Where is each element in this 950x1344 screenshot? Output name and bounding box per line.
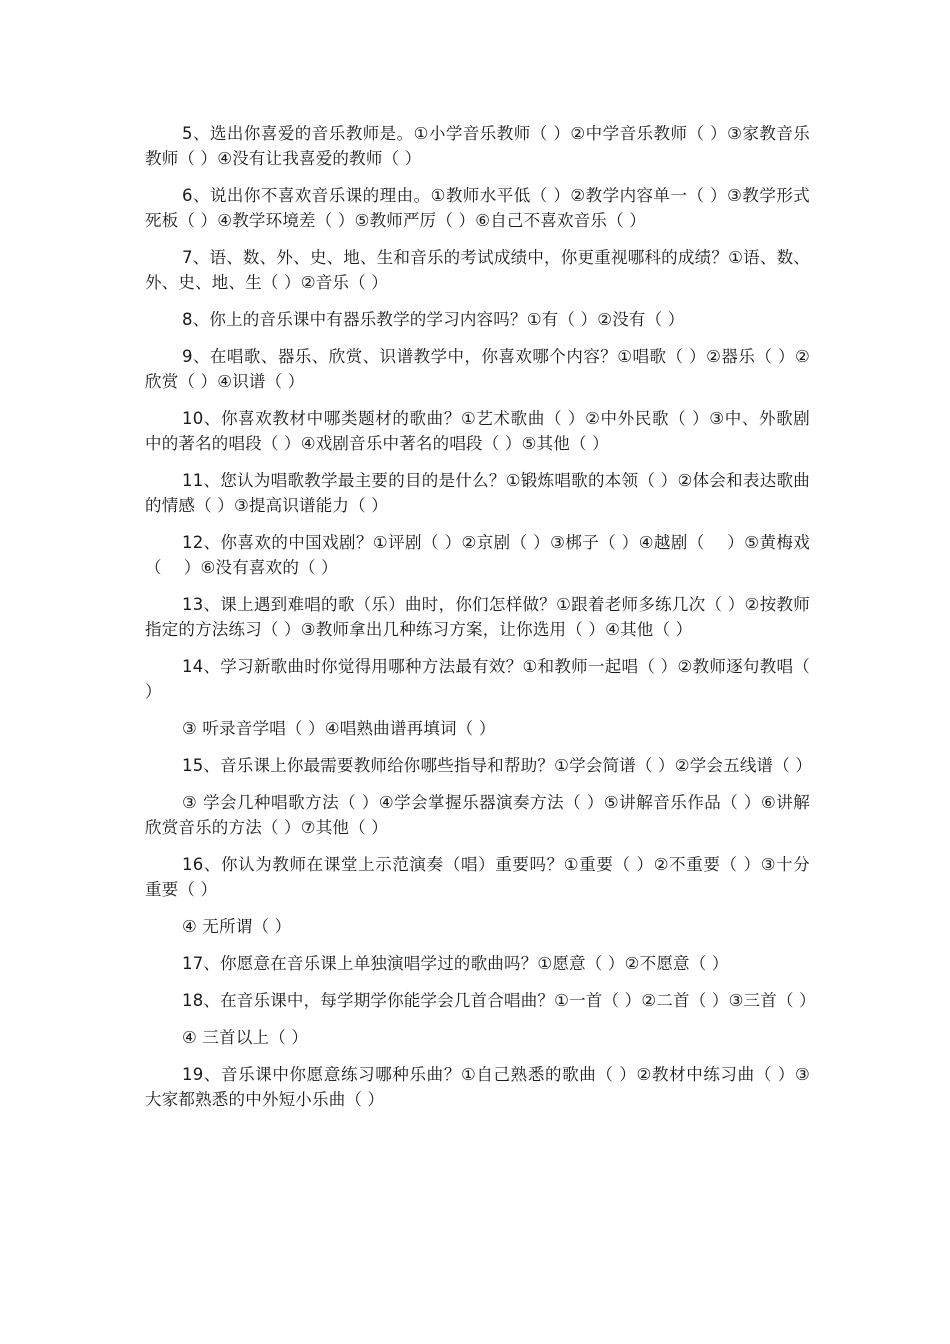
question-16-continued: ④ 无所谓（ ） (182, 917, 292, 936)
question-7: 7、语、数、外、史、地、生和音乐的考试成绩中，你更重视哪科的成绩？①语、数、外、史、地、生（ ）②音乐（ ） (145, 248, 810, 292)
question-17: 17、你愿意在音乐课上单独演唱学过的歌曲吗？①愿意（ ）②不愿意（ ） (182, 954, 729, 973)
question-5: 5、选出你喜爱的音乐教师是。①小学音乐教师（ ）②中学音乐教师（ ）③家教音乐教师（ ）④没有让我喜爱的教师（ ） (145, 124, 810, 168)
question-14-continued: ③ 听录音学唱（ ）④唱熟曲谱再填词（ ） (182, 719, 496, 738)
question-18: 18、在音乐课中，每学期学你能学会几首合唱曲？①一首（ ）②二首（ ）③三首（ ） (182, 991, 816, 1010)
question-15: 15、音乐课上你最需要教师给你哪些指导和帮助？①学会简谱（ ）②学会五线谱（ ） (182, 756, 813, 775)
question-12: 12、你喜欢的中国戏剧？①评剧（ ）②京剧（ ）③梆子（ ）④越剧（ ）⑤黄梅戏（ ）⑥没有喜欢的（ ） (145, 533, 810, 577)
question-16: 16、你认为教师在课堂上示范演奏（唱）重要吗？①重要（ ）②不重要（ ）③十分重要（ ） (145, 855, 810, 899)
question-18-continued: ④ 三首以上（ ） (182, 1028, 309, 1047)
question-9: 9、在唱歌、器乐、欣赏、识谱教学中，你喜欢哪个内容？①唱歌（ ）②器乐（ ）②欣赏（ ）④识谱（ ） (145, 347, 810, 391)
question-15-continued: ③ 学会几种唱歌方法（ ）④学会掌握乐器演奏方法（ ）⑤讲解音乐作品（ ）⑥讲解欣赏音乐的方法（ ）⑦其他（ ） (145, 793, 810, 837)
question-10: 10、你喜欢教材中哪类题材的歌曲？①艺术歌曲（ ）②中外民歌（ ）③中、外歌剧中的著名的唱段（ ）④戏剧音乐中著名的唱段（ ）⑤其他（ ） (145, 409, 810, 453)
question-13: 13、课上遇到难唱的歌（乐）曲时，你们怎样做？①跟着老师多练几次（ ）②按教师指定的方法练习（ ）③教师拿出几种练习方案，让你选用（ ）④其他（ ） (145, 595, 810, 639)
question-8: 8、你上的音乐课中有器乐教学的学习内容吗？①有（ ）②没有（ ） (182, 310, 685, 329)
question-14: 14、学习新歌曲时你觉得用哪种方法最有效？①和教师一起唱（ ）②教师逐句教唱（ ） (145, 657, 810, 701)
questionnaire-body (145, 121, 816, 1124)
question-11: 11、您认为唱歌教学最主要的目的是什么？①锻炼唱歌的本领（ ）②体会和表达歌曲的情感（ ）③提高识谱能力（ ） (145, 471, 810, 515)
question-6: 6、说出你不喜欢音乐课的理由。①教师水平低（ ）②教学内容单一（ ）③教学形式死板（ ）④教学环境差（ ）⑤教师严厉（ ）⑥自己不喜欢音乐（ ） (145, 186, 810, 230)
question-19: 19、音乐课中你愿意练习哪种乐曲？①自己熟悉的歌曲（ ）②教材中练习曲（ ）③大家都熟悉的中外短小乐曲（ ） (145, 1065, 810, 1109)
